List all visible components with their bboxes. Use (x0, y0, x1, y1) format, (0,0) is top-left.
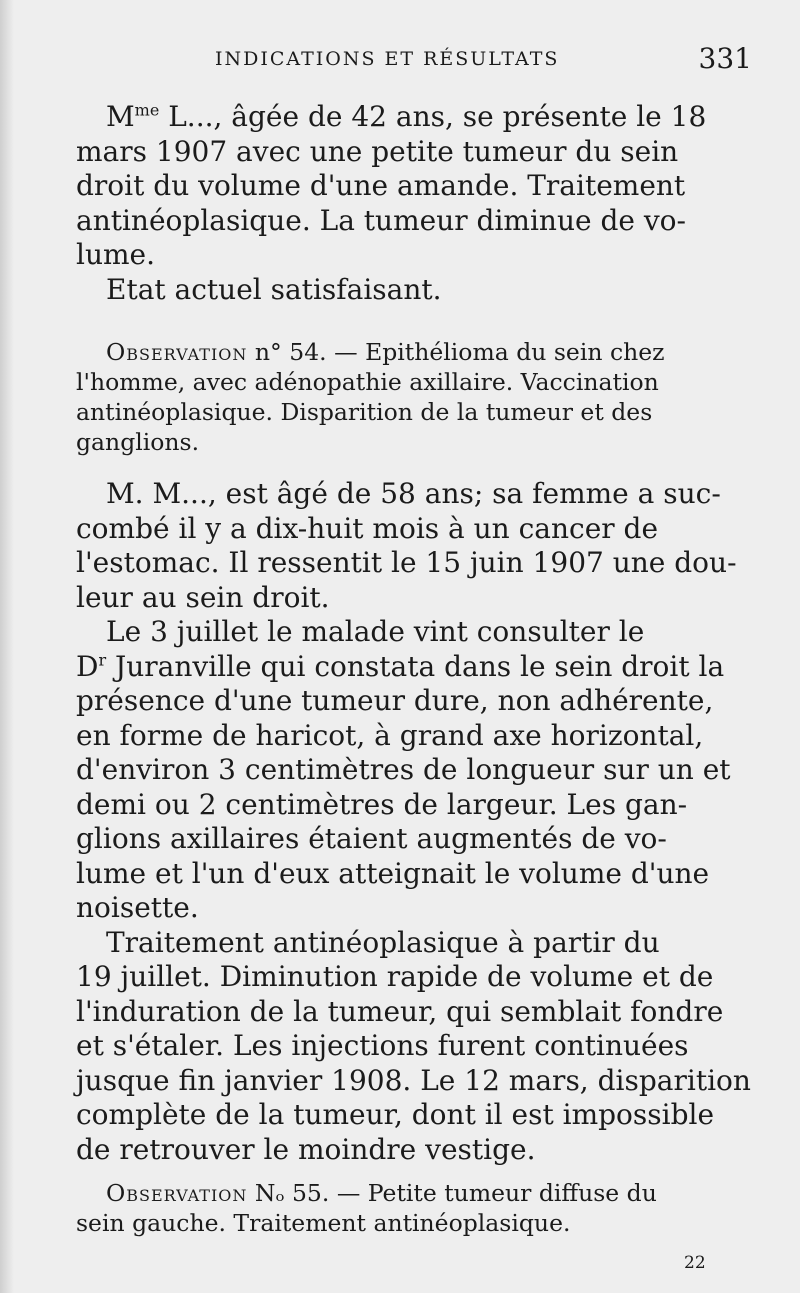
text-line: M. M..., est âgé de 58 ans; sa femme a suc- (106, 477, 721, 510)
text-line: antinéoplasique. Disparition de la tumeur et des (76, 398, 653, 426)
observation-number: Nₒ 55. (254, 1179, 330, 1207)
text-line: noisette. (76, 891, 199, 924)
text-line: l'induration de la tumeur, qui semblait fondre (76, 994, 724, 1028)
doctor-superscript: r (98, 650, 107, 670)
text-line: Observation Nₒ 55. — Petite tumeur diffuse du (106, 1179, 657, 1207)
observation-label: Observation (106, 1179, 248, 1207)
text-line: présence d'une tumeur dure, non adhérente, (76, 684, 714, 717)
text-line: droit du volume d'une amande. Traitement (76, 169, 686, 202)
text-line: et s'étaler. Les injections furent continuées (76, 1029, 689, 1062)
honorific-superscript: me (134, 100, 160, 120)
text-line: Traitement antinéoplasique à partir du (106, 925, 660, 959)
text-line: Le 3 juillet le malade vint consulter le (106, 615, 645, 648)
observation-heading-55 (76, 1178, 756, 1238)
text-line: lume et l'un d'eux atteignait le volume d'une (76, 856, 710, 890)
text-line: l'estomac. Il ressentit le 15 juin 1907 une dou- (76, 546, 737, 579)
text-line: leur au sein droit. (76, 580, 330, 614)
text-line: mars 1907 avec une petite tumeur du sein (76, 134, 679, 168)
text-line: $D^r$ Juranville qui constata dans le sein droit la (76, 649, 725, 683)
text-line: complète de la tumeur, dont il est impossible (76, 1098, 715, 1131)
text-line: de retrouver le moindre vestige. (76, 1132, 536, 1166)
running-title: INDICATIONS ET RÉSULTATS (215, 48, 560, 70)
text-line: sein gauche. Traitement antinéoplasique. (76, 1209, 571, 1237)
observation-heading-54 (76, 337, 756, 457)
text-line: ganglions. (76, 428, 200, 456)
case-paragraph-2 (76, 477, 756, 1167)
page-header (215, 42, 752, 76)
text-line: antinéoplasique. La tumeur diminue de vo- (76, 203, 686, 237)
text-line: d'environ 3 centimètres de longueur sur un et (76, 753, 731, 786)
signature-mark: 22 (684, 1253, 706, 1273)
text-line: l'homme, avec adénopathie axillaire. Vaccination (76, 368, 659, 396)
text-line: combé il y a dix-huit mois à un cancer de (76, 511, 659, 545)
honorific: M (106, 100, 135, 133)
observation-label: Observation (106, 338, 248, 366)
doctor-abbrev: D (76, 649, 99, 683)
text-line: Etat actuel satisfaisant. (106, 272, 442, 306)
text-line: glions axillaires étaient augmentés de vo- (76, 822, 667, 855)
text-line: 19 juillet. Diminution rapide de volume et de (76, 960, 714, 993)
text-line: lume. (76, 238, 156, 271)
text-line: $M^{me}$ L..., âgée de 42 ans, se présente le 18 (106, 100, 707, 133)
text-line: jusque fin janvier 1908. Le 12 mars, disparition (76, 1063, 751, 1097)
page-number: 331 (698, 42, 752, 75)
case-paragraph-1 (76, 100, 756, 307)
text-line: demi ou 2 centimètres de largeur. Les gan- (76, 787, 688, 821)
observation-number: n° 54. (254, 338, 327, 366)
text-line: en forme de haricot, à grand axe horizontal, (76, 718, 704, 752)
text-line: Observation n° 54. — Epithélioma du sein chez (106, 338, 665, 366)
